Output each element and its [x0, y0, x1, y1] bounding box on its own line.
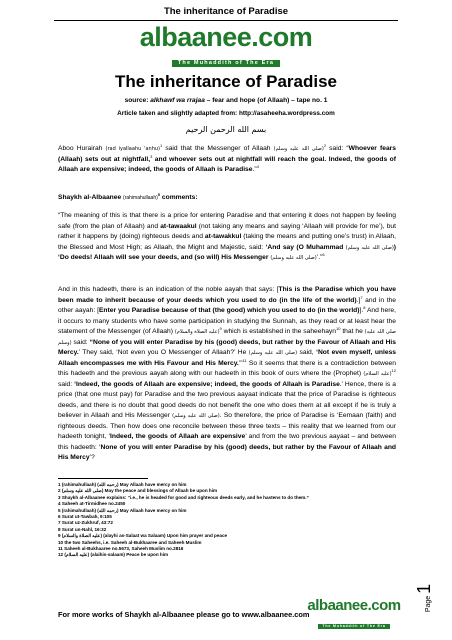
text: ’.”	[316, 254, 323, 261]
footnote: 5 (rahimahullaah) (رحمه الله) May Allaah have mercy on him	[58, 507, 187, 513]
logo-tagline: The Muhaddith of The Era	[172, 60, 280, 67]
honorific: (rahimahullaah)	[123, 195, 158, 201]
footnote: 12 (عليه السلام) (alaihis-salaam) Peace be upon him	[58, 552, 169, 558]
source-title: alkhawf wa rrajaa	[150, 97, 205, 104]
text: ’ They said, ‘Not even you O Messenger of Allaah?’ He	[78, 349, 249, 356]
hadeeth-quote: and whoever sets out at nightfall will reach the goal. Indeed, the goods of Allaah are expensive; indeed, the goods of Allaah is Paradise	[58, 155, 396, 173]
text: .’ Hence, there is a price (that one must pay) for Paradise and the two previous aayaat indicate that the price of Paradise is righteous deeds, and there is no doubt that good deeds do not benefit the one who does them at all except if he is truly a believer in Allaah and His Messenger	[58, 380, 397, 419]
text: So it seems that there is a contradiction between this hadeeth and the previous aayah along with our hadeeth in this book of ours where the (Prophet)	[58, 359, 396, 377]
text: . So therefore, the price of Paradise is ‘Eemaan (faith) and righteous deeds. Then how does one reconcile between these three texts – this reality that we learned from our hadeeth tonight, ‘	[58, 412, 396, 440]
footnote: 3 Shaykh al-Albaanee explains: “i.e., he is headed for good and righteous deeds early, and he hastens to do them.”	[58, 494, 309, 500]
text: said:	[58, 380, 75, 388]
header-divider	[54, 20, 398, 21]
footnote: 1 (rahimahullaah) (رحمه الله) May Allaah have mercy on him	[58, 482, 187, 487]
term: at-tawaakul	[160, 222, 197, 230]
honorific: (عليه الصلاة والسلام)	[174, 329, 220, 335]
text: And in this hadeeth, there is an indication of the noble aayah that says: [	[58, 286, 279, 293]
footnote: 8 Surat un-Nahl, 16:32	[58, 526, 107, 532]
footnote-divider	[58, 478, 148, 479]
text: said that the Messenger of Allaah	[162, 145, 274, 152]
logo-wordmark: albaanee.com	[307, 597, 401, 614]
hadeeth-quote: ‘Not even myself, unless Allaah encompasses me with His Favour and His Mercy.	[58, 349, 397, 367]
footnote: 2 (صلى الله عليه وسلم) May the peace and blessings of Allaah be upon him	[58, 488, 218, 494]
footnote-ref: 10	[336, 325, 341, 331]
page-number	[404, 578, 444, 618]
hadeeth-quote: None of you will enter Paradise by his (good) deeds, but rather by the Favour of Allaah and His Mercy	[58, 443, 397, 461]
text: .]	[356, 296, 361, 304]
text: that he	[340, 328, 365, 335]
logo-tagline: The Muhaddith of The Era	[318, 624, 389, 629]
text: and in the other aayah: [	[58, 296, 396, 314]
commentary-paragraph-2	[58, 285, 396, 464]
source-line	[0, 97, 452, 104]
honorific: (صلى الله عليه وسلم)	[172, 413, 220, 419]
footnote-ref: 6	[322, 251, 325, 257]
aayah-quote: ) ‘Do deeds! Allaah will see your deeds, and (so will) His Messenger	[58, 243, 397, 261]
footnote-ref: 8	[363, 304, 366, 310]
text: Aboo Hurairah	[58, 145, 106, 152]
footnote-ref: 12	[391, 367, 396, 373]
text: “The meaning of this is that there is a price for entering Paradise and that entering it does not happen by feeling safe (from the plan of Allaah) and	[58, 212, 396, 230]
honorific: (صلى الله عليه وسلم)	[270, 255, 317, 261]
section-heading	[58, 193, 396, 204]
aayah-quote: ‘And say (O Muhammad	[265, 243, 346, 251]
aayah-quote: This is the Paradise which you have been made to inherit because of your deeds which you used to do (in the life of the world)	[58, 286, 397, 304]
hadeeth-paragraph	[58, 144, 396, 176]
footnote-ref: 3	[150, 153, 153, 159]
footnote: 11 Saheeh al-Bukhaaree no.5673, Saheeh Muslim no.2816	[58, 546, 184, 552]
site-logo	[0, 24, 452, 69]
footer-logo	[304, 598, 404, 632]
source-label: source:	[124, 97, 149, 104]
page-label: Page	[425, 595, 432, 613]
text: ].	[359, 307, 364, 314]
logo-wordmark: albaanee.com	[139, 22, 313, 52]
basmala: بسم الله الرحمن الرحيم	[185, 125, 267, 134]
text: said: “	[326, 145, 349, 152]
footnote-ref: 2	[323, 142, 327, 148]
footnote-ref: 1	[160, 142, 163, 148]
page-number-value: 1	[414, 583, 434, 594]
text: ’”	[238, 359, 243, 367]
honorific: (صلى الله عليه وسلم)	[345, 244, 394, 251]
footnote: 4 Saheeh at-Tirmidhee no.2450	[58, 501, 126, 507]
aayah-quote: Enter you Paradise because of that (the good) which you used to do (in the world)	[98, 307, 360, 314]
footnote-ref: 7	[360, 294, 363, 300]
article-source-note: Article taken and slightly adapted from: http://asaheeha.wordpress.com	[117, 110, 335, 117]
text: which is established in the saheehayn	[221, 328, 336, 335]
hadeeth-quote: “None of you will enter Paradise by his (good) deeds, but rather by the Favour of Allaah and His Mercy.	[58, 338, 396, 356]
honorific: (صلى الله عليه وسلم)	[58, 329, 397, 346]
hadeeth-quote: ‘Indeed, the goods of Allaah are expensive; indeed, the goods of Allaah is Paradise	[74, 380, 340, 388]
footnote-ref: 5	[157, 191, 161, 197]
text: said,	[297, 349, 317, 356]
text: (taking the means and putting one’s trust) in Allaah, the Blessed and Most High; as Allaah, the Might and Majestic, said:	[58, 233, 396, 251]
honorific: (صلى الله عليه وسلم)	[273, 146, 324, 152]
document-title: The inheritance of Paradise	[114, 72, 337, 91]
text: ’?	[89, 454, 95, 461]
footnote: 9 (عليه الصلاة والسلام) (alayhi as-Salaat wa Salaam) Upon him prayer and peace	[58, 533, 228, 539]
hadeeth-quote: Whoever fears (Allaah) sets out at nightfall,	[58, 145, 397, 163]
text: ’ and from the two previous aayaat – and between this hadeeth: ‘	[58, 433, 397, 451]
heading-name: Shaykh al-Albaanee	[58, 194, 122, 201]
footnote: 10 the two Saheehs, i.e. Saheeh al-Bukhaaree and Saheeh Muslim	[58, 539, 202, 545]
text: And here, it occurs to many students who have some participation in studying the Sunnah, as they read or at least hear the statement of the Messenger (of Allaah)	[58, 307, 396, 335]
running-header-title: The inheritance of Paradise	[163, 6, 289, 17]
commentary-paragraph-1	[58, 211, 396, 264]
hadeeth-quote: Indeed, the goods of Allaah are expensive	[110, 433, 246, 440]
honorific: (عليه السلام)	[363, 371, 392, 377]
footer-website-link[interactable]: For more works of Shaykh al-Albaanee please go to www.albaanee.com	[58, 610, 310, 619]
text: .”	[252, 166, 257, 173]
heading-rest: comments:	[160, 194, 198, 201]
honorific: (صلى الله عليه وسلم)	[248, 350, 298, 356]
footnote-ref: 11	[242, 357, 247, 363]
term: at-tawakkul	[204, 233, 242, 240]
text: (not taking any means and saying ‘Allaah will provide for me’), but rather it happens by (doing) righteous deeds and	[58, 222, 396, 240]
footnote-ref: 9	[219, 325, 222, 331]
text: said:	[71, 338, 90, 346]
footnote-ref: 4	[256, 163, 259, 169]
footnote: 7 Surat uz-Zukhruf, 43:72	[58, 520, 113, 526]
honorific: (rad iyallaahu 'anhu)	[105, 146, 160, 152]
source-rest: – fear and hope (of Allaah) – tape no. 1	[206, 97, 328, 104]
footnote: 6 Surat ut-Tawbah, 9:105	[58, 514, 112, 520]
footnotes	[58, 482, 358, 559]
